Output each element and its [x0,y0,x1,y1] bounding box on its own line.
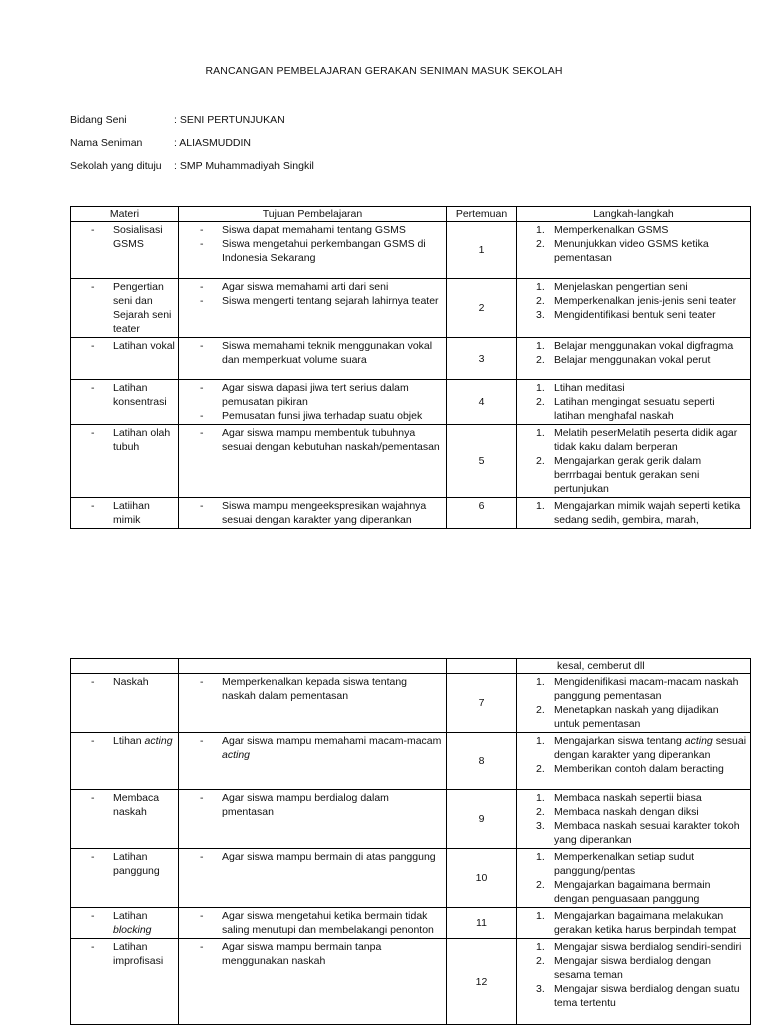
cell-langkah [517,733,751,790]
cell-pertemuan: 1 [447,222,517,279]
langkah-item [520,805,747,819]
materi-item [74,909,175,937]
langkah-text: Membaca naskah sesuai karakter tokoh yang diperankan [554,820,740,846]
header-tujuan: Tujuan Pembelajaran [179,207,447,222]
tujuan-item [182,294,443,308]
cell-langkah [517,939,751,1025]
cell-tujuan [179,674,447,733]
cell-tujuan [179,425,447,498]
table-row [71,790,751,849]
step-number: 1. [536,676,545,688]
cell-tujuan [179,733,447,790]
bullet-dash: - [91,792,95,804]
tujuan-text: Agar siswa memahami arti dari seni [222,281,389,293]
bullet-dash: - [91,851,95,863]
langkah-item [520,703,747,731]
bullet-dash: - [200,281,204,293]
tujuan-list [182,381,443,423]
langkah-list [520,381,747,423]
tujuan-text: Agar siswa mengetahui ketika bermain tidak saling menutupi dan membelakangi penonton [222,910,434,936]
langkah-list [520,675,747,731]
cell-langkah [517,338,751,380]
bullet-dash: - [91,941,95,953]
materi-item [74,850,175,878]
bullet-dash: - [91,500,95,512]
materi-text: Latihan olah tubuh [113,427,171,453]
materi-text: Naskah [113,676,149,688]
step-number: 2. [536,763,545,775]
langkah-text: Mengajarkan gerak gerik dalam berrrbagai bentuk gerakan seni pertunjukan [554,455,702,495]
langkah-text: Memperkenalkan setiap sudut panggung/pentas [554,851,695,877]
cell-materi [71,674,179,733]
materi-text: Membaca naskah [113,792,160,818]
tujuan-list [182,675,443,703]
cell-tujuan [179,849,447,908]
langkah-item [520,223,747,237]
cell-materi [71,939,179,1025]
langkah-item [520,454,747,496]
bullet-dash: - [91,735,95,747]
tujuan-text: Siswa mengetahui perkembangan GSMS di Indonesia Sekarang [222,238,426,264]
langkah-list [520,426,747,496]
table-row [71,380,751,425]
langkah-item [520,819,747,847]
langkah-text: Menetapkan naskah yang dijadikan untuk pementasan [554,704,719,730]
continuation-text: kesal, cemberut dll [517,659,751,674]
tujuan-list [182,940,443,968]
tujuan-list [182,499,443,527]
step-number: 1. [536,382,545,394]
cell-materi [71,279,179,338]
tujuan-text: Agar siswa mampu berdialog dalam pmentasan [222,792,389,818]
tujuan-item [182,850,443,864]
step-number: 1. [536,910,545,922]
langkah-item [520,339,747,353]
info-label: Sekolah yang dituju [70,160,162,172]
bullet-dash: - [91,382,95,394]
materi-text: Latihan improfisasi [113,941,164,967]
langkah-item [520,909,747,937]
bullet-dash: - [200,500,204,512]
tujuan-text: Agar siswa dapasi jiwa tert serius dalam pemusatan pikiran [222,382,409,408]
langkah-item [520,395,747,423]
table-row [71,498,751,529]
step-number: 2. [536,806,545,818]
langkah-item [520,878,747,906]
step-number: 2. [536,455,545,467]
tujuan-item [182,223,443,237]
table-row [71,849,751,908]
lesson-plan-table-page1 [70,206,751,529]
materi-item [74,940,175,968]
tujuan-item [182,675,443,703]
langkah-item [520,734,747,762]
bullet-dash: - [91,340,95,352]
langkah-item [520,791,747,805]
langkah-list [520,909,747,937]
cell-pertemuan: 11 [447,908,517,939]
materi-text: Latihan konsentrasi [113,382,167,408]
tujuan-list [182,791,443,819]
cell-tujuan [179,222,447,279]
tujuan-item [182,237,443,265]
langkah-item [520,940,747,954]
langkah-item [520,308,747,322]
tujuan-item [182,280,443,294]
header-langkah: Langkah-langkah [517,207,751,222]
table-row [71,425,751,498]
step-number: 1. [536,735,545,747]
step-number: 1. [536,427,545,439]
bullet-dash: - [200,910,204,922]
materi-text: Latihan panggung [113,851,160,877]
step-number: 3. [536,309,545,321]
table-row [71,908,751,939]
cell-tujuan [179,498,447,529]
info-value: : SMP Muhammadiyah Singkil [174,160,314,172]
step-number: 1. [536,224,545,236]
cell-tujuan [179,908,447,939]
langkah-text: Mengajar siswa berdialog dengan suatu tema tertentu [554,983,740,1009]
tujuan-text: Agar siswa mampu membentuk tubuhnya sesuai dengan kebutuhan naskah/pementasan [222,427,440,453]
bullet-dash: - [200,410,204,422]
tujuan-list [182,339,443,367]
tujuan-list [182,426,443,454]
info-label: Bidang Seni [70,114,127,126]
langkah-text: Memperkenalkan jenis-jenis seni teater [554,295,737,307]
tujuan-list [182,223,443,265]
tujuan-item [182,791,443,819]
langkah-text: Melatih peserMelatih peserta didik agar tidak kaku dalam berperan [554,427,738,453]
langkah-text: Belajar menggunakan vokal perut [554,354,711,366]
langkah-list [520,940,747,1010]
step-number: 2. [536,704,545,716]
materi-item [74,791,175,819]
cell-langkah [517,380,751,425]
langkah-text: Memberikan contoh dalam beracting [554,763,724,775]
langkah-item [520,675,747,703]
bullet-dash: - [91,281,95,293]
table-row [71,733,751,790]
langkah-item [520,850,747,878]
cell-materi [71,849,179,908]
materi-text: Pengertian seni dan Sejarah seni teater [113,281,172,335]
document-title: RANCANGAN PEMBELAJARAN GERAKAN SENIMAN MASUK SEKOLAH [205,65,563,77]
materi-text: Ltihan acting [113,735,173,747]
cell-langkah [517,674,751,733]
cell-materi [71,908,179,939]
langkah-item [520,762,747,776]
langkah-text: Menunjukkan video GSMS ketika pementasan [554,238,709,264]
langkah-text: Membaca naskah dengan diksi [554,806,699,818]
cell-materi [71,380,179,425]
step-number: 2. [536,879,545,891]
langkah-list [520,339,747,367]
cell-pertemuan: 2 [447,279,517,338]
langkah-item [520,426,747,454]
step-number: 1. [536,340,545,352]
langkah-text: Membaca naskah sepertii biasa [554,792,702,804]
step-number: 1. [536,281,545,293]
bullet-dash: - [91,224,95,236]
langkah-text: Latihan mengingat sesuatu seperti latihan menghafal naskah [554,396,715,422]
langkah-item [520,280,747,294]
cell-langkah [517,279,751,338]
bullet-dash: - [200,340,204,352]
cell-langkah [517,222,751,279]
langkah-text: Menjelaskan pengertian seni [554,281,688,293]
langkah-text: Mengajarkan mimik wajah seperti ketika sedang sedih, gembira, marah, [554,500,741,526]
cell-tujuan [179,939,447,1025]
tujuan-item [182,381,443,409]
langkah-list [520,499,747,527]
bullet-dash: - [200,427,204,439]
langkah-item [520,499,747,527]
tujuan-text: Memperkenalkan kepada siswa tentang naskah dalam pementasan [222,676,408,702]
cell-pertemuan: 12 [447,939,517,1025]
cell-tujuan [179,279,447,338]
langkah-text: Mengidentifikasi bentuk seni teater [554,309,716,321]
tujuan-list [182,734,443,762]
tujuan-text: Agar siswa mampu bermain tanpa menggunakan naskah [222,941,382,967]
materi-item [74,675,175,689]
langkah-list [520,850,747,906]
step-number: 2. [536,955,545,967]
table-row [71,939,751,1025]
info-value: : SENI PERTUNJUKAN [174,114,285,126]
cell-pertemuan: 7 [447,674,517,733]
langkah-item [520,294,747,308]
bullet-dash: - [200,238,204,250]
cell-pertemuan: 6 [447,498,517,529]
bullet-dash: - [200,941,204,953]
tujuan-item [182,499,443,527]
step-number: 2. [536,396,545,408]
cell-pertemuan: 9 [447,790,517,849]
cell-materi [71,425,179,498]
tujuan-text: Siswa mampu mengeekspresikan wajahnya sesuai dengan karakter yang diperankan [222,500,427,526]
materi-item [74,223,175,251]
cell-materi [71,733,179,790]
cell-pertemuan: 8 [447,733,517,790]
materi-item [74,734,175,748]
langkah-item [520,381,747,395]
cell-pertemuan: 3 [447,338,517,380]
tujuan-text: Siswa mengerti tentang sejarah lahirnya teater [222,295,439,307]
tujuan-list [182,850,443,864]
bullet-dash: - [91,427,95,439]
cell-pertemuan: 4 [447,380,517,425]
materi-item [74,381,175,409]
bullet-dash: - [200,224,204,236]
lesson-plan-table-page2 [70,658,751,1025]
langkah-text: Mengajar siswa berdialog dengan sesama teman [554,955,712,981]
tujuan-text: Siswa dapat memahami tentang GSMS [222,224,406,236]
step-number: 3. [536,820,545,832]
cell-pertemuan: 5 [447,425,517,498]
cell-materi [71,790,179,849]
cell-langkah [517,790,751,849]
langkah-item [520,982,747,1010]
langkah-text: Mengajar siswa berdialog sendiri-sendiri [554,941,742,953]
bullet-dash: - [200,295,204,307]
tujuan-item [182,734,443,762]
tujuan-item [182,409,443,423]
bullet-dash: - [200,792,204,804]
tujuan-item [182,909,443,937]
tujuan-text: Agar siswa mampu bermain di atas panggung [222,851,436,863]
langkah-list [520,791,747,847]
materi-item [74,426,175,454]
langkah-item [520,237,747,265]
materi-item [74,280,175,336]
tujuan-list [182,280,443,308]
info-value: : ALIASMUDDIN [174,137,252,149]
langkah-item [520,954,747,982]
bullet-dash: - [91,910,95,922]
tujuan-item [182,940,443,968]
cell-langkah [517,425,751,498]
tujuan-list [182,909,443,937]
table-row [71,674,751,733]
table-row [71,222,751,279]
materi-text: Sosialisasi GSMS [113,224,163,250]
langkah-text: Mengajarkan bagaimana bermain dengan penguasaan panggung [554,879,711,905]
langkah-text: Mengajarkan bagaimana melakukan gerakan ketika harus berpindah tempat [554,910,737,936]
tujuan-item [182,339,443,367]
langkah-text: Mengajarkan siswa tentang acting sesuai dengan karakter yang diperankan [554,735,747,761]
bullet-dash: - [91,676,95,688]
langkah-list [520,734,747,776]
step-number: 1. [536,851,545,863]
langkah-list [520,223,747,265]
langkah-list [520,280,747,322]
step-number: 1. [536,792,545,804]
table-header-row [71,207,751,222]
bullet-dash: - [200,382,204,394]
materi-text: Latihan blocking [113,910,152,936]
header-pertemuan: Pertemuan [447,207,517,222]
cell-langkah [517,498,751,529]
tujuan-text: Pemusatan funsi jiwa terhadap suatu objek [222,410,423,422]
step-number: 2. [536,295,545,307]
step-number: 3. [536,983,545,995]
cell-langkah [517,849,751,908]
cell-tujuan [179,380,447,425]
langkah-text: Belajar menggunakan vokal digfragma [554,340,734,352]
materi-text: Latiihan mimik [113,500,150,526]
cell-langkah [517,908,751,939]
cell-pertemuan: 10 [447,849,517,908]
tujuan-text: Agar siswa mampu memahami macam-macam acting [222,735,442,761]
table-row [71,279,751,338]
header-materi: Materi [71,207,179,222]
tujuan-item [182,426,443,454]
continuation-row [71,659,751,674]
materi-item [74,499,175,527]
cell-materi [71,498,179,529]
step-number: 2. [536,354,545,366]
cell-materi [71,222,179,279]
step-number: 1. [536,941,545,953]
langkah-text: Mengidenifikasi macam-macam naskah panggung pementasan [554,676,739,702]
cell-tujuan [179,790,447,849]
bullet-dash: - [200,735,204,747]
langkah-text: Ltihan meditasi [554,382,625,394]
table-row [71,338,751,380]
cell-materi [71,338,179,380]
step-number: 1. [536,500,545,512]
materi-item [74,339,175,353]
bullet-dash: - [200,851,204,863]
tujuan-text: Siswa memahami teknik menggunakan vokal dan memperkuat volume suara [222,340,433,366]
step-number: 2. [536,238,545,250]
materi-text: Latihan vokal [113,340,175,352]
langkah-item [520,353,747,367]
info-label: Nama Seniman [70,137,143,149]
cell-tujuan [179,338,447,380]
langkah-text: Memperkenalkan GSMS [554,224,669,236]
bullet-dash: - [200,676,204,688]
